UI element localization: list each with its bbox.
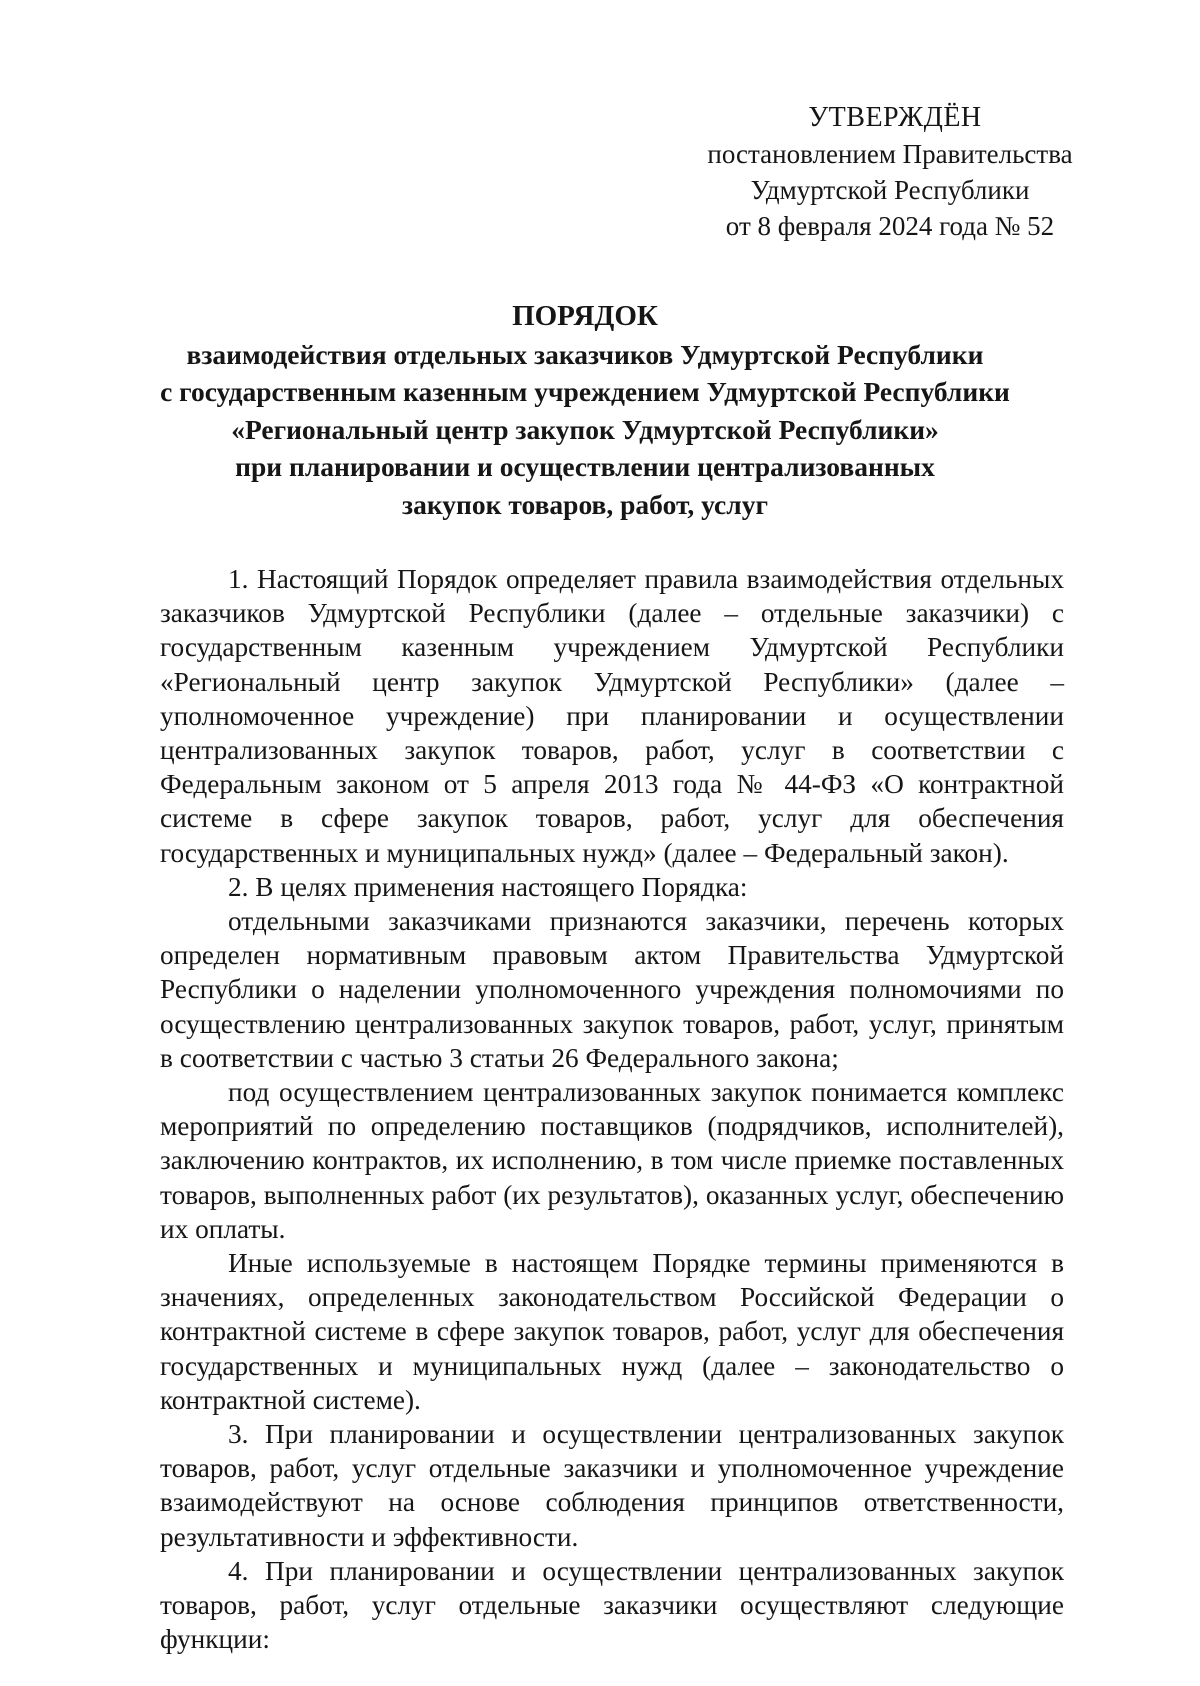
title-line: закупок товаров, работ, услуг <box>402 488 768 520</box>
approval-line: Удмуртской Республики <box>750 175 1030 205</box>
paragraph-2-definition-procurement: под осуществлением централизованных закупок понимается комплекс мероприятий по определению поставщиков (подрядчиков, исполнителей), заключению контрактов, их исполнению, в том числе приемке поставленных товаров, выполненных работ (их результатов), оказанных услуг, обеспечению их оплаты. <box>160 1077 1064 1244</box>
paragraph-2: 2. В целях применения настоящего Порядка: <box>228 871 748 902</box>
paragraph-1: 1. Настоящий Порядок определяет правила взаимодействия отдельных заказчиков Удмуртской Республики (далее – отдельные заказчики) с государственным казенным учреждением Удмуртской Республики «Региональный центр закупок Удмуртской Республики» (далее – уполномоченное учреждение) при планировании и осуществлении централизованных закупок товаров, работ, услуг в соответствии с Федеральным законом от 5 апреля 2013 года № 44-ФЗ «О контрактной системе в сфере закупок товаров, работ, услуг для обеспечения государственных и муниципальных нужд» (далее – Федеральный закон). <box>160 564 1064 868</box>
title-main: ПОРЯДОК <box>512 300 658 332</box>
title-line: с государственным казенным учреждением Удмуртской Республики <box>160 376 1010 407</box>
paragraph-2-other-terms: Иные используемые в настоящем Порядке термины применяются в значениях, определенных законодательством Российской Федерации о контрактной системе в сфере закупок товаров, работ, услуг для обеспечения государственных и муниципальных нужд (далее – законодательство о контрактной системе). <box>160 1248 1064 1415</box>
approval-block <box>690 100 1090 244</box>
document-body <box>160 562 1064 1657</box>
paragraph-3: 3. При планировании и осуществлении централизованных закупок товаров, работ, услуг отдельные заказчики и уполномоченное учреждение взаимодействуют на основе соблюдения принципов ответственности, результативности и эффективности. <box>160 1419 1064 1552</box>
title-line: при планировании и осуществлении централизованных <box>235 451 935 482</box>
document-title <box>150 298 1020 523</box>
approval-stamp: УТВЕРЖДЁН <box>808 102 982 133</box>
paragraph-2-definition-customers: отдельными заказчиками признаются заказчики, перечень которых определен нормативным правовым актом Правительства Удмуртской Республики о наделении уполномоченного учреждения полномочиями по осуществлению централизованных закупок товаров, работ, услуг, принятым в соответствии с частью 3 статьи 26 Федерального закона; <box>160 906 1064 1073</box>
approval-line: постановлением Правительства <box>707 139 1073 169</box>
title-line: «Региональный центр закупок Удмуртской Республики» <box>231 413 939 445</box>
title-line: взаимодействия отдельных заказчиков Удмуртской Республики <box>186 338 984 370</box>
paragraph-4: 4. При планировании и осуществлении централизованных закупок товаров, работ, услуг отдельные заказчики осуществляют следующие функции: <box>160 1555 1064 1655</box>
approval-date-number: от 8 февраля 2024 года № 52 <box>725 211 1055 241</box>
